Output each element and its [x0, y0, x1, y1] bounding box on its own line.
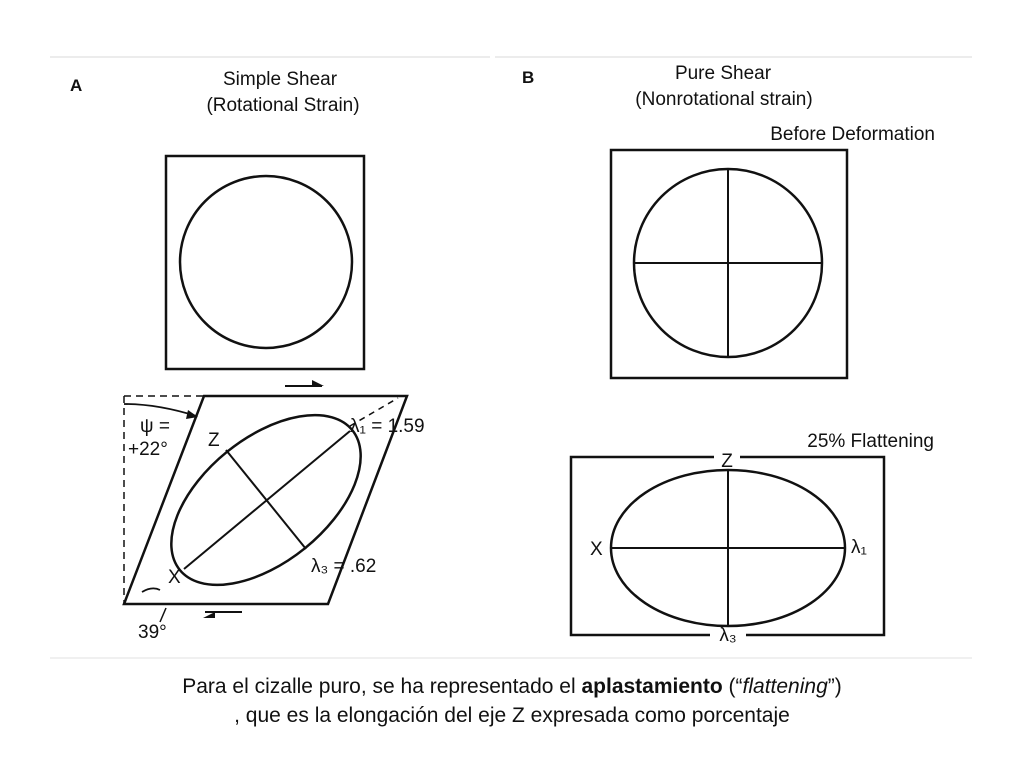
- ellipse-minor-axis: [226, 450, 306, 549]
- caption: [0, 672, 1024, 730]
- panel-b: [522, 63, 935, 646]
- bottom-angle-pointer: [160, 608, 166, 622]
- undeformed-circle-a: [180, 176, 352, 348]
- caption-italic-term: flattening: [742, 675, 828, 698]
- psi-label: ψ =: [140, 416, 170, 437]
- top-shear-arrow-head: [312, 380, 324, 386]
- panel-b-letter: B: [522, 68, 535, 87]
- panel-a-title-line2: (Rotational Strain): [206, 95, 360, 116]
- panel-b-title-line1: Pure Shear: [674, 63, 772, 84]
- before-deformation-label: Before Deformation: [770, 124, 935, 145]
- angle-label-39: 39°: [138, 622, 167, 643]
- z-axis-label-b: Z: [721, 451, 733, 472]
- psi-angle-arc: [124, 404, 196, 416]
- caption-text-pre: Para el cizalle puro, se ha representado el: [182, 675, 582, 698]
- z-axis-label-a: Z: [208, 430, 220, 451]
- caption-bold-term: aplastamiento: [581, 675, 723, 698]
- lambda3-label-a: λ₃ = .62: [311, 556, 377, 577]
- lambda1-label-b: λ₁: [851, 537, 867, 558]
- panel-a-letter: A: [70, 76, 83, 95]
- lambda3-label-b: λ₃: [719, 625, 737, 646]
- bottom-angle-arc: [142, 588, 160, 592]
- caption-line-2: , que es la elongación del eje Z expresada como porcentaje: [234, 704, 790, 727]
- panel-a: [70, 69, 425, 643]
- flattening-label: 25% Flattening: [807, 431, 934, 452]
- panel-b-title-line2: (Nonrotational strain): [635, 89, 813, 110]
- lambda1-label-a: λ₁ = 1.59: [350, 416, 425, 437]
- x-axis-label-b: X: [590, 539, 603, 560]
- psi-value: +22°: [128, 439, 168, 460]
- caption-line-1: [0, 672, 1024, 701]
- panel-a-title-line1: Simple Shear: [222, 69, 338, 90]
- x-axis-label-a: X: [168, 567, 181, 588]
- undeformed-square-a: [166, 156, 364, 369]
- caption-open-quote: (“: [722, 675, 743, 698]
- caption-close-quote: ”): [827, 675, 842, 698]
